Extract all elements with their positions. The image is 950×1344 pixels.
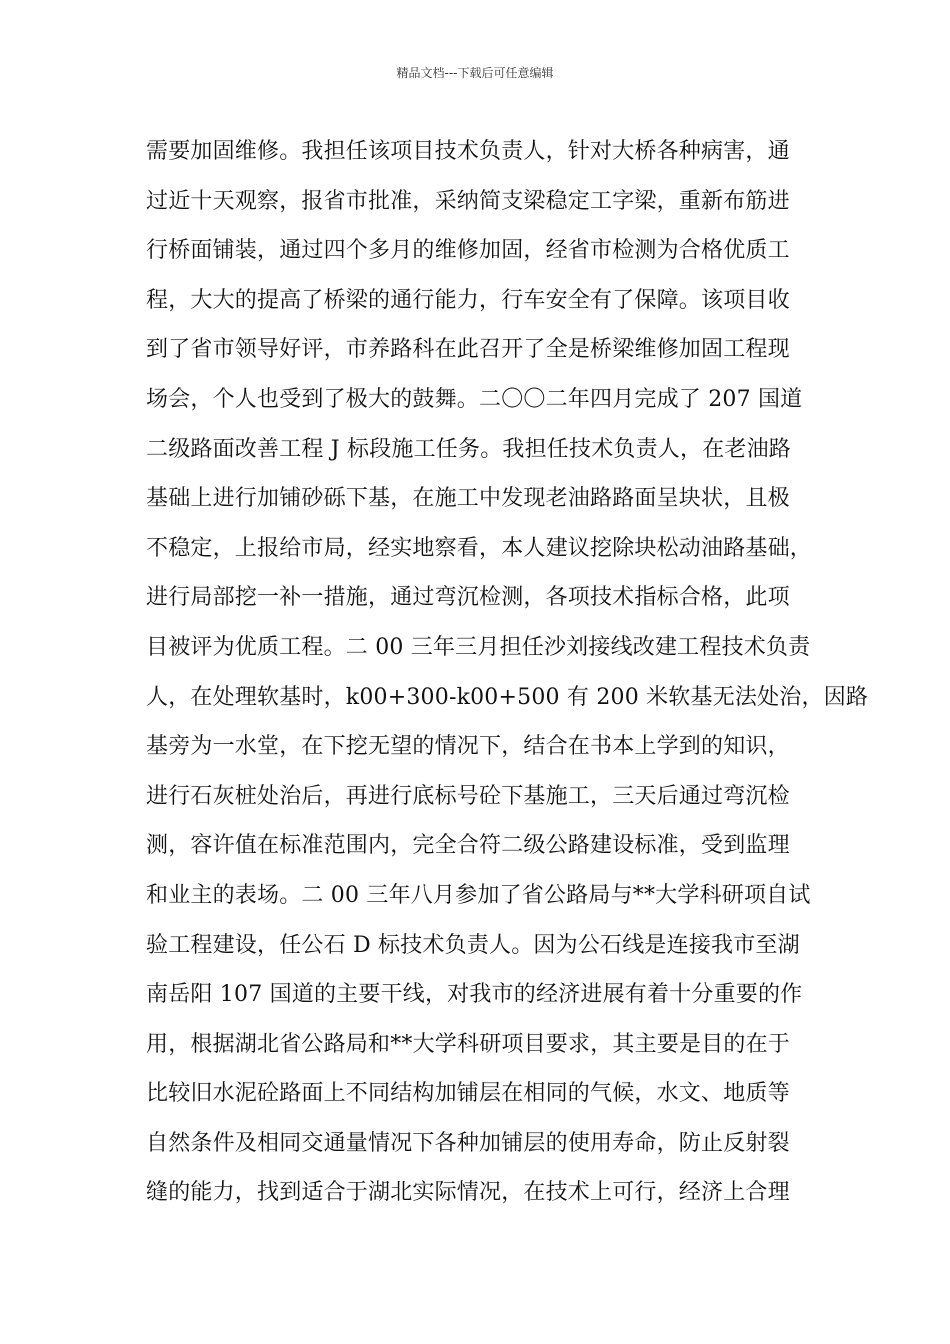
text-line: 用，根据湖北省公路局和**大学科研项目要求，其主要是目的在于: [146, 1031, 791, 1057]
text-line: 进行石灰桩处治后，再进行底标号砼下基施工，三天后通过弯沉检: [146, 783, 790, 809]
text-line: 基础上进行加铺砂砾下基，在施工中发现老油路路面呈块状，且极: [146, 486, 790, 512]
text-line: 不稳定，上报给市局，经实地察看，本人建议挖除块松动油路基础，: [146, 535, 813, 561]
text-line: 人，在处理软基时，k00+300-k00+500 有 200 米软基无法处治，因路: [146, 684, 869, 710]
text-line: 比较旧水泥砼路面上不同结构加铺层在相同的气候，水文、地质等: [146, 1081, 790, 1107]
text-line: 验工程建设，任公石 D 标技术负责人。因为公石线是连接我市至湖: [146, 932, 800, 958]
text-line: 场会，个人也受到了极大的鼓舞。二〇〇二年四月完成了 207 国道: [146, 386, 803, 412]
text-line: 自然条件及相同交通量情况下各种加铺层的使用寿命，防止反射裂: [146, 1130, 790, 1156]
text-line: 程，大大的提高了桥梁的通行能力，行车安全有了保障。该项目收: [146, 287, 790, 313]
text-line: 缝的能力，找到适合于湖北实际情况，在技术上可行，经济上合理: [146, 1180, 790, 1206]
page-header: 精品文档---下载后可任意编辑: [396, 66, 554, 80]
text-line: 目被评为优质工程。二 00 三年三月担任沙刘接线改建工程技术负责: [146, 634, 811, 660]
text-line: 和业主的表场。二 00 三年八月参加了省公路局与**大学科研项自试: [146, 882, 811, 908]
text-line: 南岳阳 107 国道的主要干线，对我市的经济进展有着十分重要的作: [146, 982, 803, 1008]
text-line: 到了省市领导好评，市养路科在此召开了全是桥梁维修加固工程现: [146, 337, 790, 363]
text-line: 进行局部挖一补一措施，通过弯沉检测，各项技术指标合格，此项: [146, 585, 790, 611]
text-line: 行桥面铺装，通过四个多月的维修加固，经省市检测为合格优质工: [146, 238, 790, 264]
text-line: 需要加固维修。我担任该项目技术负责人，针对大桥各种病害，通: [146, 139, 790, 164]
text-line: 过近十天观察，报省市批准，采纳简支梁稳定工字梁，重新布筋进: [146, 188, 790, 214]
text-line: 测，容许值在标准范围内，完全合符二级公路建设标准，受到监理: [146, 833, 790, 859]
text-line: 二级路面改善工程 J 标段施工任务。我担任技术负责人，在老油路: [146, 436, 792, 462]
body-text: [146, 127, 869, 1218]
text-line: 基旁为一水堂，在下挖无望的情况下，结合在书本上学到的知识，: [146, 734, 790, 760]
